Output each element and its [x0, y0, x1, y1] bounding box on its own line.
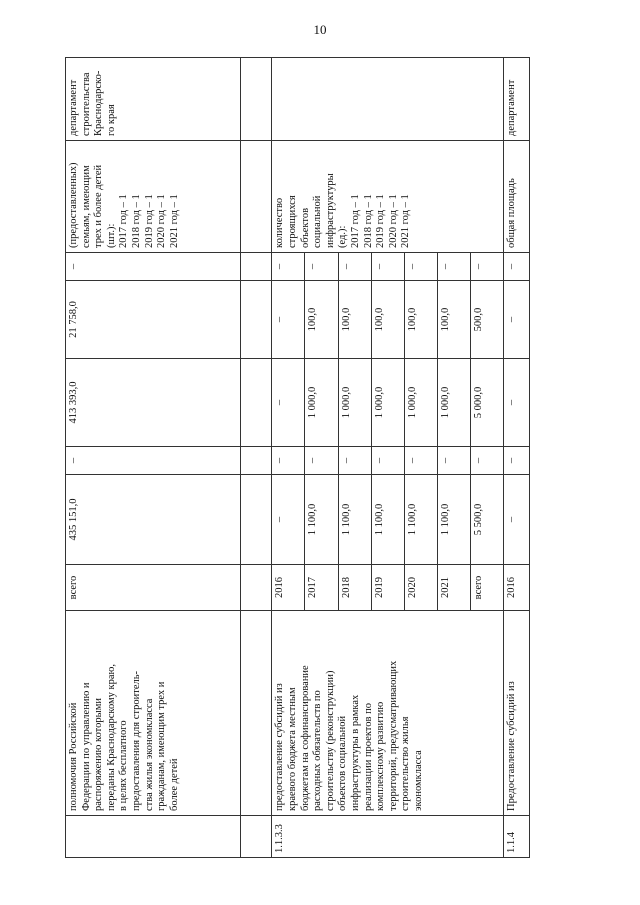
cell-measure-name: Предоставление субсидий из [503, 611, 529, 816]
cell-total: 1 100,0 [371, 475, 404, 565]
cell-local: – [503, 281, 529, 359]
cell-regional: 1 000,0 [305, 359, 338, 447]
cell-regional: 413 393,0 [66, 359, 241, 447]
cell-local: 100,0 [305, 281, 338, 359]
cell-measure-name: полномочия Российской Федерации по управлению и распоряжению которыми переданы Краснодарскому краю, в целях бесплатного предоставления для строитель- ства жилья экономкласса гражданам, имеющим трех и более детей [66, 611, 241, 816]
cell-total: 435 151,0 [66, 475, 241, 565]
cell-regional: 1 000,0 [404, 359, 437, 447]
table-row-spacer [241, 58, 272, 858]
cell-total: 1 100,0 [437, 475, 470, 565]
cell-federal: – [404, 447, 437, 475]
cell-federal: – [305, 447, 338, 475]
cell-other: – [470, 253, 503, 281]
cell-indicator: (предоставленных) семьям, имеющим трех и более детей (шт.): 2017 год – 1 2018 год – 1 2019 год – 1 2020 год – 1 2021 год – 1 [66, 141, 241, 253]
cell-local: 100,0 [338, 281, 371, 359]
cell-num [66, 816, 241, 858]
cell-total: – [503, 475, 529, 565]
program-measures-table [65, 57, 530, 858]
cell-year: 2019 [371, 565, 404, 611]
cell-local: – [272, 281, 305, 359]
cell-federal: – [437, 447, 470, 475]
cell-indicator: общая площадь [503, 141, 529, 253]
cell-num: 1.1.3.3 [272, 816, 503, 858]
cell-federal: – [371, 447, 404, 475]
cell-local: 21 758,0 [66, 281, 241, 359]
table-row [66, 58, 241, 858]
cell-other: – [371, 253, 404, 281]
cell-local: 100,0 [437, 281, 470, 359]
cell-other: – [305, 253, 338, 281]
cell-regional: – [503, 359, 529, 447]
cell-federal: – [338, 447, 371, 475]
cell-year: 2018 [338, 565, 371, 611]
cell-executor [272, 58, 503, 141]
cell-other: – [338, 253, 371, 281]
cell-total: 1 100,0 [305, 475, 338, 565]
cell-regional: 5 000,0 [470, 359, 503, 447]
page-number: 10 [313, 22, 327, 37]
cell-other: – [437, 253, 470, 281]
cell-federal: – [66, 447, 241, 475]
cell-total: 5 500,0 [470, 475, 503, 565]
cell-year: всего [66, 565, 241, 611]
cell-federal: – [503, 447, 529, 475]
cell-indicator: количество строящихся объектов социальной инфраструктуры (ед.): 2017 год – 1 2018 год – 1 2019 год – 1 2020 год – 1 2021 год – 1 [272, 141, 503, 253]
cell-year: 2016 [503, 565, 529, 611]
cell-regional: 1 000,0 [437, 359, 470, 447]
cell-local: 100,0 [404, 281, 437, 359]
cell-year: 2017 [305, 565, 338, 611]
cell-measure-name: предоставление субсидий из краевого бюджета местным бюджетам на софинансирование расходных обязательств по строительству (реконструкции) объектов социальной инфраструктуры в рамках реализации проектов по комплексному развитию территорий, предусматривающих строительство жилья экономкласса [272, 611, 503, 816]
cell-other: – [404, 253, 437, 281]
cell-executor: департамент [503, 58, 529, 141]
rotated-table-wrapper [65, 58, 530, 858]
cell-other: – [66, 253, 241, 281]
table-row [272, 58, 305, 858]
cell-num: 1.1.4 [503, 816, 529, 858]
cell-total: 1 100,0 [404, 475, 437, 565]
cell-regional: 1 000,0 [371, 359, 404, 447]
cell-executor: департамент строительства Краснодарско- го края [66, 58, 241, 141]
cell-local: 100,0 [371, 281, 404, 359]
cell-other: – [272, 253, 305, 281]
table-row [503, 58, 529, 858]
cell-other: – [503, 253, 529, 281]
cell-total: 1 100,0 [338, 475, 371, 565]
cell-year: 2021 [437, 565, 470, 611]
cell-year: всего [470, 565, 503, 611]
cell-total: – [272, 475, 305, 565]
cell-regional: – [272, 359, 305, 447]
cell-federal: – [470, 447, 503, 475]
cell-year: 2016 [272, 565, 305, 611]
cell-federal: – [272, 447, 305, 475]
cell-local: 500,0 [470, 281, 503, 359]
cell-year: 2020 [404, 565, 437, 611]
cell-regional: 1 000,0 [338, 359, 371, 447]
